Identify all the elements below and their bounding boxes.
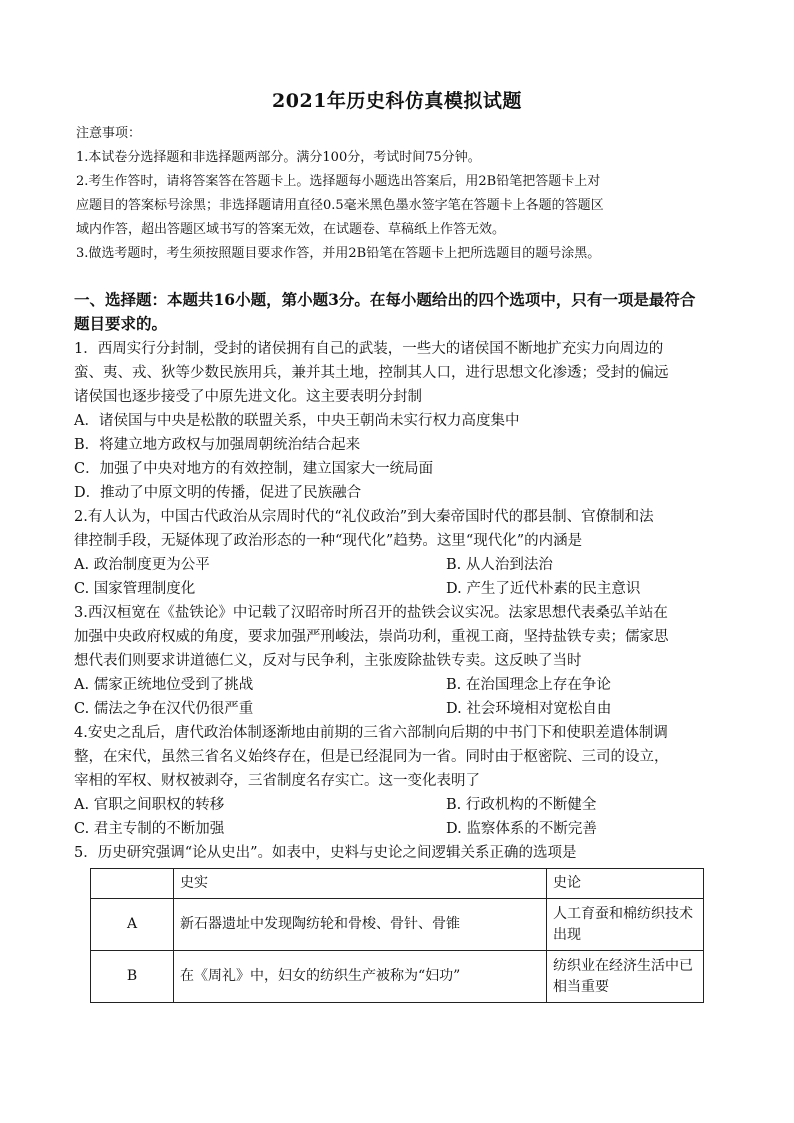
- question-1-option-c[interactable]: C．加强了中央对地方的有效控制，建立国家大一统局面: [74, 461, 434, 477]
- question-4-option-a[interactable]: A. 官职之间职权的转移: [74, 797, 225, 813]
- notice-block: [76, 122, 726, 266]
- table-cell-fact: 新石器遗址中发现陶纺轮和骨梭、骨针、骨锥: [174, 899, 547, 951]
- notice-line: 2.考生作答时，请将答案答在答题卡上。选择题每小题选出答案后，用2B铅笔把答题卡上对: [76, 174, 601, 189]
- notice-line: 域内作答，超出答题区域书写的答案无效，在试题卷、草稿纸上作答无效。: [76, 222, 506, 237]
- question-2-option-a[interactable]: A. 政治制度更为公平: [74, 557, 210, 573]
- question-4-stem: 4.安史之乱后，唐代政治体制逐渐地由前期的三省六部制向后期的中书门下和使职差遣体制调: [74, 725, 668, 741]
- question-2-stem: 2.有人认为，中国古代政治从宗周时代的“礼仪政治”到大秦帝国时代的郡县制、官僚制和法: [74, 509, 654, 525]
- table-cell-option: B: [91, 951, 174, 1003]
- notice-line: 3.做选考题时，考生须按照题目要求作答，并用2B铅笔在答题卡上把所选题目的题号涂黑。: [76, 246, 601, 261]
- question-1-option-a[interactable]: A．诸侯国与中央是松散的联盟关系，中央王朝尚未实行权力高度集中: [74, 413, 520, 429]
- question-1-stem: 诸侯国也逐步接受了中原先进文化。这主要表明分封制: [74, 389, 422, 405]
- question-1-stem: 1．西周实行分封制，受封的诸侯拥有自己的武装，一些大的诸侯国不断地扩充实力向周边的: [74, 341, 664, 357]
- notice-heading: 注意事项：: [76, 126, 142, 141]
- question-3-option-c[interactable]: C. 儒法之争在汉代仍很严重: [74, 701, 254, 717]
- question-4-stem: 整，在宋代，虽然三省名义始终存在，但是已经混同为一省。同时由于枢密院、三司的设立，: [74, 749, 669, 765]
- question-3-option-a[interactable]: A. 儒家正统地位受到了挑战: [74, 677, 254, 693]
- question-1-stem: 蛮、夷、戎、狄等少数民族用兵，兼并其土地，控制其人口，进行思想文化渗透；受封的偏远: [74, 365, 669, 381]
- question-4-option-c[interactable]: C. 君主专制的不断加强: [74, 821, 225, 837]
- table-cell-conclusion: 纺织业在经济生活中已相当重要: [547, 951, 704, 1003]
- section-heading: 一、选择题：本题共16小题，第小题3分。在每小题给出的四个选项中，只有一项是最符合: [74, 290, 696, 309]
- question-3-stem: 3.西汉桓宽在《盐铁论》中记载了汉昭帝时所召开的盐铁会议实况。法家思想代表桑弘羊站在: [74, 605, 668, 621]
- question-4-stem: 宰相的军权、财权被剥夺，三省制度名存实亡。这一变化表明了: [74, 773, 480, 789]
- page-title: 2021年历史科仿真模拟试题: [272, 90, 522, 112]
- question-2-option-d[interactable]: D. 产生了近代朴素的民主意识: [446, 581, 641, 597]
- question-4-option-b[interactable]: B. 行政机构的不断健全: [446, 797, 597, 813]
- question-5-stem: 5．历史研究强调“论从史出”。如表中，史料与史论之间逻辑关系正确的选项是: [74, 845, 577, 861]
- notice-line: 应题目的答案标号涂黑；非选择题请用直径0.5毫米黑色墨水签字笔在答题卡上各题的答题区: [76, 198, 604, 213]
- question-5-table: [90, 868, 704, 1003]
- question-2-option-b[interactable]: B. 从人治到法治: [446, 557, 553, 573]
- question-3-stem: 加强中央政府权威的角度，要求加强严刑峻法，崇尚功利，重视工商，坚持盐铁专卖；儒家思: [74, 629, 669, 645]
- table-header-cell: 史论: [547, 869, 704, 899]
- table-header-cell: [91, 869, 174, 899]
- question-1-option-d[interactable]: D．推动了中原文明的传播，促进了民族融合: [74, 485, 362, 501]
- question-3-stem: 想代表们则要求讲道德仁义，反对与民争利，主张废除盐铁专卖。这反映了当时: [74, 653, 582, 669]
- question-2-stem: 律控制手段，无疑体现了政治形态的一种“现代化”趋势。这里“现代化”的内涵是: [74, 533, 583, 549]
- table-cell-option: A: [91, 899, 174, 951]
- question-1-option-b[interactable]: B．将建立地方政权与加强周朝统治结合起来: [74, 437, 361, 453]
- table-row: [91, 951, 704, 1003]
- question-2-option-c[interactable]: C. 国家管理制度化: [74, 581, 196, 597]
- question-4-option-d[interactable]: D. 监察体系的不断完善: [446, 821, 597, 837]
- table-cell-fact: 在《周礼》中，妇女的纺织生产被称为“妇功”: [174, 951, 547, 1003]
- question-3-option-d[interactable]: D. 社会环境相对宽松自由: [446, 701, 612, 717]
- table-header-cell: 史实: [174, 869, 547, 899]
- table-row: [91, 899, 704, 951]
- table-header-row: [91, 869, 704, 899]
- question-3-option-b[interactable]: B. 在治国理念上存在争论: [446, 677, 611, 693]
- table-cell-conclusion: 人工育蚕和棉纺织技术出现: [547, 899, 704, 951]
- notice-line: 1.本试卷分选择题和非选择题两部分。满分100分，考试时间75分钟。: [76, 150, 481, 165]
- section-heading-cont: 题目要求的。: [74, 314, 168, 333]
